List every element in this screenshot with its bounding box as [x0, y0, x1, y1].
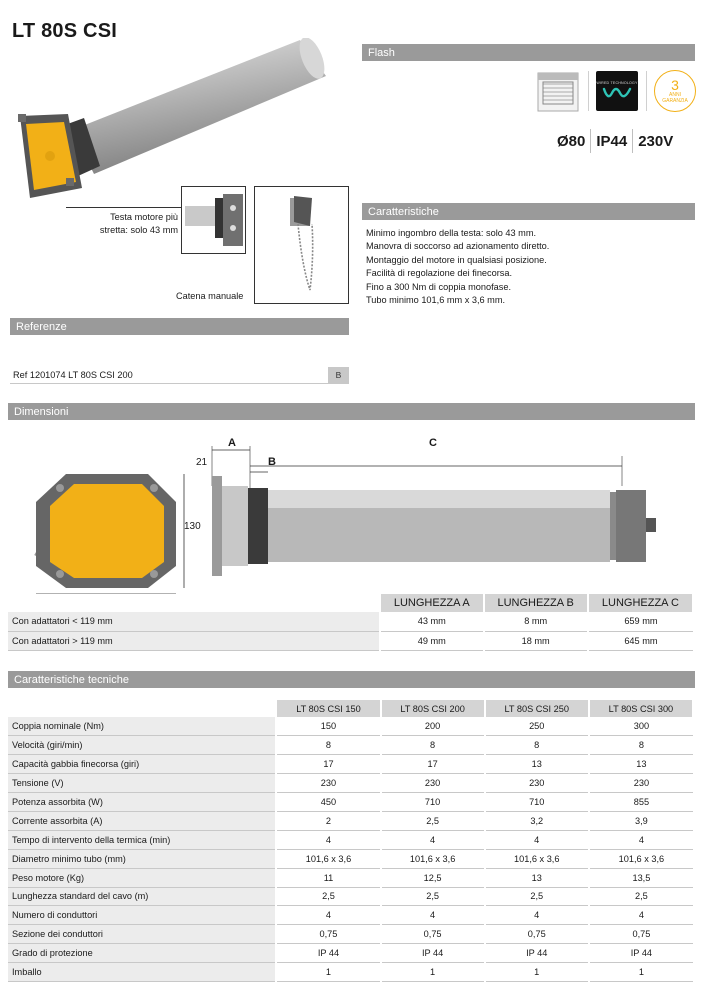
- caratteristiche-bar-label: Caratteristiche: [368, 205, 439, 218]
- caratteristiche-section-bar: [362, 203, 695, 220]
- warranty-icon: [654, 70, 696, 112]
- table-header-cell: LUNGHEZZA C: [588, 594, 693, 612]
- head-callout-line2: stretta: solo 43 mm: [99, 224, 178, 235]
- table-cell: 4: [589, 906, 693, 925]
- dim-offset-label: 21: [196, 457, 208, 468]
- table-cell: 8: [589, 736, 693, 755]
- table-row: [8, 944, 693, 963]
- warranty-line1: ANNI: [669, 92, 681, 98]
- icon-divider: [646, 71, 647, 111]
- table-cell: 13: [589, 755, 693, 774]
- table-cell: 4: [276, 906, 380, 925]
- technical-specs-table: [8, 700, 694, 982]
- wired-badge-text: WIRED TECHNOLOGY: [596, 81, 638, 85]
- table-cell: 230: [276, 774, 380, 793]
- table-row: [8, 925, 693, 944]
- table-cell: 230: [485, 774, 589, 793]
- table-header-cell: LT 80S CSI 150: [276, 700, 380, 717]
- front-view-drawing: [30, 466, 190, 608]
- table-cell: 49 mm: [380, 631, 484, 650]
- table-cell: 2,5: [381, 887, 485, 906]
- table-cell: IP 44: [589, 944, 693, 963]
- list-item: Tubo minimo 101,6 mm x 3,6 mm.: [366, 295, 506, 306]
- table-row: [8, 755, 693, 774]
- reference-badge: B: [328, 367, 349, 384]
- table-cell: 710: [485, 793, 589, 812]
- spec-divider: [632, 129, 633, 153]
- table-row: [8, 868, 693, 887]
- table-cell: 43 mm: [380, 612, 484, 631]
- row-label: Coppia nominale (Nm): [8, 717, 276, 736]
- spec-divider: [590, 129, 591, 153]
- table-cell: 1: [381, 963, 485, 982]
- table-header-cell: LT 80S CSI 200: [381, 700, 485, 717]
- table-header-row: [8, 594, 693, 612]
- table-header-cell: LUNGHEZZA A: [380, 594, 484, 612]
- row-label: Corrente assorbita (A): [8, 811, 276, 830]
- list-item: Fino a 300 Nm di coppia monofase.: [366, 281, 512, 292]
- side-view-drawing: [190, 436, 670, 586]
- dimension-table: [8, 594, 694, 651]
- key-specs: [557, 129, 673, 153]
- table-cell: 13: [485, 868, 589, 887]
- table-header-cell: LT 80S CSI 300: [589, 700, 693, 717]
- table-row: [8, 906, 693, 925]
- table-cell: 450: [276, 793, 380, 812]
- row-label: Diametro minimo tubo (mm): [8, 849, 276, 868]
- table-cell: 2,5: [589, 887, 693, 906]
- shutter-icon: [535, 69, 581, 113]
- technical-specs-body: [8, 717, 693, 981]
- head-callout-line1: Testa motore più: [110, 212, 178, 222]
- table-cell: 4: [485, 906, 589, 925]
- page-title: LT 80S CSI: [12, 20, 117, 42]
- list-item: Montaggio del motore in qualsiasi posizione.: [366, 254, 547, 265]
- row-label: Peso motore (Kg): [8, 868, 276, 887]
- table-cell: 8: [485, 736, 589, 755]
- row-label: Sezione dei conduttori: [8, 925, 276, 944]
- tecniche-section-bar: [8, 671, 695, 688]
- flash-section-bar: [362, 44, 695, 61]
- table-cell: 8: [381, 736, 485, 755]
- table-cell: 4: [381, 830, 485, 849]
- icon-divider: [588, 71, 589, 111]
- table-header-row: [8, 700, 693, 717]
- table-cell: 3,2: [485, 811, 589, 830]
- table-cell: IP 44: [485, 944, 589, 963]
- referenze-section-bar: [10, 318, 349, 335]
- table-cell: 18 mm: [484, 631, 588, 650]
- row-label: Tensione (V): [8, 774, 276, 793]
- reference-row: [10, 367, 349, 384]
- wired-technology-icon: [596, 71, 638, 111]
- list-item: Manovra di soccorso ad azionamento diretto.: [366, 241, 550, 252]
- table-row: [8, 631, 693, 650]
- table-cell: 8: [276, 736, 380, 755]
- table-row: [8, 811, 693, 830]
- referenze-bar-label: Referenze: [16, 320, 67, 333]
- table-cell: 250: [485, 717, 589, 736]
- table-header-cell: LUNGHEZZA B: [484, 594, 588, 612]
- table-cell: 200: [381, 717, 485, 736]
- table-cell: 150: [276, 717, 380, 736]
- table-cell: 3,9: [589, 811, 693, 830]
- table-cell: 1: [485, 963, 589, 982]
- table-row: [8, 774, 693, 793]
- table-row: [8, 717, 693, 736]
- row-label: Con adattatori > 119 mm: [8, 631, 380, 650]
- table-cell: 230: [589, 774, 693, 793]
- table-cell: IP 44: [276, 944, 380, 963]
- table-cell: 2,5: [381, 811, 485, 830]
- manual-chain-image: [254, 186, 349, 304]
- spec-voltage: 230V: [638, 132, 674, 150]
- table-cell: 1: [276, 963, 380, 982]
- spec-ip-rating: IP44: [596, 132, 628, 150]
- table-cell: 300: [589, 717, 693, 736]
- table-header-blank: [8, 700, 276, 717]
- row-label: Grado di protezione: [8, 944, 276, 963]
- row-label: Tempo di intervento della termica (min): [8, 830, 276, 849]
- row-label: Potenza assorbita (W): [8, 793, 276, 812]
- wave-icon: [602, 85, 632, 101]
- table-cell: 11: [276, 868, 380, 887]
- table-cell: 659 mm: [588, 612, 693, 631]
- table-cell: IP 44: [381, 944, 485, 963]
- row-label: Numero di conduttori: [8, 906, 276, 925]
- list-item: Facilità di regolazione dei finecorsa.: [366, 268, 513, 279]
- reference-text: Ref 1201074 LT 80S CSI 200: [13, 370, 133, 380]
- table-cell: 2,5: [276, 887, 380, 906]
- chain-label: Catena manuale: [176, 291, 244, 301]
- table-row: [8, 830, 693, 849]
- table-cell: 101,6 x 3,6: [485, 849, 589, 868]
- table-cell: 0,75: [276, 925, 380, 944]
- table-cell: 4: [589, 830, 693, 849]
- table-cell: 17: [381, 755, 485, 774]
- dim-c-label: C: [429, 437, 437, 449]
- dim-height-label: 130: [184, 521, 201, 532]
- table-cell: 645 mm: [588, 631, 693, 650]
- table-cell: 4: [276, 830, 380, 849]
- head-callout-text: [82, 211, 178, 236]
- list-item: Minimo ingombro della testa: solo 43 mm.: [366, 228, 537, 238]
- table-cell: 2,5: [485, 887, 589, 906]
- warranty-number: 3: [671, 77, 679, 93]
- table-cell: 13,5: [589, 868, 693, 887]
- table-cell: 230: [381, 774, 485, 793]
- table-cell: 13: [485, 755, 589, 774]
- dimensioni-bar-label: Dimensioni: [14, 405, 69, 418]
- warranty-line2: GARANZIA: [662, 98, 688, 104]
- table-row: [8, 849, 693, 868]
- table-row: [8, 887, 693, 906]
- flash-bar-label: Flash: [368, 46, 395, 59]
- table-cell: 4: [485, 830, 589, 849]
- row-label: Imballo: [8, 963, 276, 982]
- tecniche-bar-label: Caratteristiche tecniche: [14, 673, 129, 686]
- table-cell: 0,75: [485, 925, 589, 944]
- table-header-blank: [8, 594, 380, 612]
- table-cell: 1: [589, 963, 693, 982]
- table-row: [8, 736, 693, 755]
- table-cell: 101,6 x 3,6: [276, 849, 380, 868]
- row-label: Con adattatori < 119 mm: [8, 612, 380, 631]
- table-cell: 855: [589, 793, 693, 812]
- motor-head-detail-image: [181, 186, 246, 254]
- feature-list: [366, 227, 549, 307]
- dim-b-label: B: [268, 456, 276, 468]
- table-row: [8, 963, 693, 982]
- spec-diameter: Ø80: [557, 132, 586, 150]
- table-header-cell: LT 80S CSI 250: [485, 700, 589, 717]
- table-cell: 17: [276, 755, 380, 774]
- table-row: [8, 612, 693, 631]
- table-cell: 12,5: [381, 868, 485, 887]
- table-cell: 101,6 x 3,6: [589, 849, 693, 868]
- table-cell: 101,6 x 3,6: [381, 849, 485, 868]
- table-cell: 4: [381, 906, 485, 925]
- row-label: Capacità gabbia finecorsa (giri): [8, 755, 276, 774]
- head-callout-line: [66, 207, 182, 208]
- table-cell: 0,75: [381, 925, 485, 944]
- table-cell: 2: [276, 811, 380, 830]
- table-cell: 8 mm: [484, 612, 588, 631]
- table-cell: 0,75: [589, 925, 693, 944]
- table-row: [8, 793, 693, 812]
- table-cell: 710: [381, 793, 485, 812]
- dimensioni-section-bar: [8, 403, 695, 420]
- dim-a-label: A: [228, 437, 236, 449]
- row-label: Lunghezza standard del cavo (m): [8, 887, 276, 906]
- row-label: Velocità (giri/min): [8, 736, 276, 755]
